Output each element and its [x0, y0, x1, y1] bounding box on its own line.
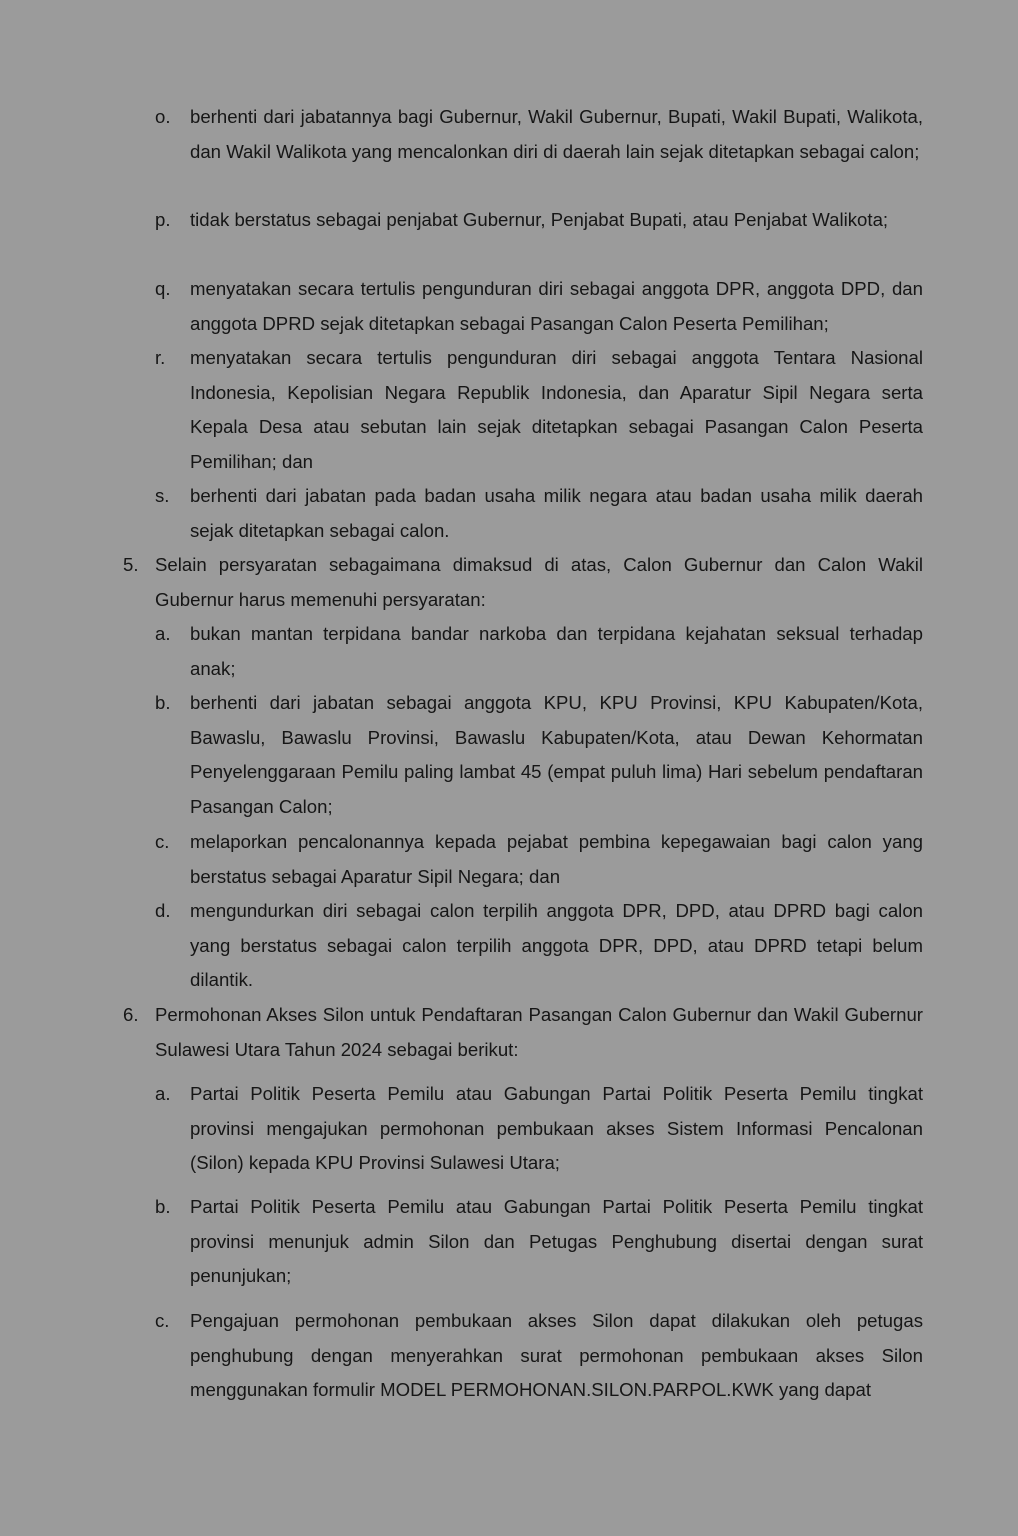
- list-item-text: tidak berstatus sebagai penjabat Gubernur, Penjabat Bupati, atau Penjabat Walikota;: [190, 209, 889, 230]
- list-item-text: berhenti dari jabatan pada badan usaha milik negara atau badan usaha milik daerah sejak ditetapkan sebagai calon.: [190, 485, 923, 541]
- list-item-text: berhenti dari jabatan sebagai anggota KPU, KPU Provinsi, KPU Kabupaten/Kota, Bawaslu, Bawaslu Provinsi, Bawaslu Kabupaten/Kota, atau Dewan Kehormatan Penyelenggaraan Pemilu paling lambat 45 (empat puluh lima) Hari sebelum pendaftaran Pasangan Calon;: [190, 692, 923, 817]
- list-marker: d.: [155, 900, 171, 921]
- list-item-s: [155, 479, 923, 548]
- list-item-r: [155, 341, 923, 479]
- list-marker: r.: [155, 347, 166, 368]
- list-marker: b.: [155, 1196, 171, 1217]
- list-item-text: Pengajuan permohonan pembukaan akses Silon dapat dilakukan oleh petugas penghubung dengan menyerahkan surat permohonan pembukaan akses Silon menggunakan formulir MODEL PERMOHONAN.SILON.PARPOL.KWK yang dapat: [190, 1310, 923, 1401]
- list-item-text: Partai Politik Peserta Pemilu atau Gabungan Partai Politik Peserta Pemilu tingkat provinsi menunjuk admin Silon dan Petugas Penghubung disertai dengan surat penunjukan;: [190, 1196, 923, 1287]
- list-marker: 6.: [123, 1004, 139, 1025]
- list-marker: c.: [155, 831, 170, 852]
- list-item-text: bukan mantan terpidana bandar narkoba dan terpidana kejahatan seksual terhadap anak;: [190, 623, 923, 679]
- list-item-6a: [155, 1077, 923, 1181]
- list-item-text: mengundurkan diri sebagai calon terpilih anggota DPR, DPD, atau DPRD bagi calon yang berstatus sebagai calon terpilih anggota DPR, DPD, atau DPRD tetapi belum dilantik.: [190, 900, 923, 991]
- list-item-5d: [155, 894, 923, 998]
- list-item-6c: [155, 1304, 923, 1408]
- list-item-text: menyatakan secara tertulis pengunduran diri sebagai anggota DPR, anggota DPD, dan anggota DPRD sejak ditetapkan sebagai Pasangan Calon Peserta Pemilihan;: [190, 278, 923, 334]
- numbered-item-5: [123, 548, 923, 617]
- list-item-q: [155, 272, 923, 341]
- list-item-text: menyatakan secara tertulis pengunduran diri sebagai anggota Tentara Nasional Indonesia, Kepolisian Negara Republik Indonesia, dan Aparatur Sipil Negara serta Kepala Desa atau sebutan lain sejak ditetapkan sebagai Pasangan Calon Peserta Pemilihan; dan: [190, 347, 923, 472]
- list-item-5a: [155, 617, 923, 686]
- list-marker: q.: [155, 278, 171, 299]
- list-marker: p.: [155, 209, 171, 230]
- list-marker: b.: [155, 692, 171, 713]
- list-item-text: Partai Politik Peserta Pemilu atau Gabungan Partai Politik Peserta Pemilu tingkat provinsi mengajukan permohonan pembukaan akses Sistem Informasi Pencalonan (Silon) kepada KPU Provinsi Sulawesi Utara;: [190, 1083, 923, 1174]
- list-item-5b: [155, 686, 923, 824]
- list-item-text: melaporkan pencalonannya kepada pejabat pembina kepegawaian bagi calon yang berstatus sebagai Aparatur Sipil Negara; dan: [190, 831, 923, 887]
- list-item-6b: [155, 1190, 923, 1294]
- list-marker: a.: [155, 623, 171, 644]
- list-item-text: Permohonan Akses Silon untuk Pendaftaran Pasangan Calon Gubernur dan Wakil Gubernur Sulawesi Utara Tahun 2024 sebagai berikut:: [155, 1004, 923, 1060]
- list-marker: 5.: [123, 554, 139, 575]
- list-item-5c: [155, 825, 923, 894]
- list-marker: a.: [155, 1083, 171, 1104]
- list-item-text: Selain persyaratan sebagaimana dimaksud di atas, Calon Gubernur dan Calon Wakil Gubernur harus memenuhi persyaratan:: [155, 554, 923, 610]
- list-item-text: berhenti dari jabatannya bagi Gubernur, Wakil Gubernur, Bupati, Wakil Bupati, Walikota, dan Wakil Walikota yang mencalonkan diri di daerah lain sejak ditetapkan sebagai calon;: [190, 106, 923, 162]
- numbered-item-6: [123, 998, 923, 1067]
- list-item-p: [155, 203, 923, 238]
- list-marker: s.: [155, 485, 170, 506]
- list-marker: c.: [155, 1310, 170, 1331]
- list-item-o: [155, 100, 923, 169]
- list-marker: o.: [155, 106, 171, 127]
